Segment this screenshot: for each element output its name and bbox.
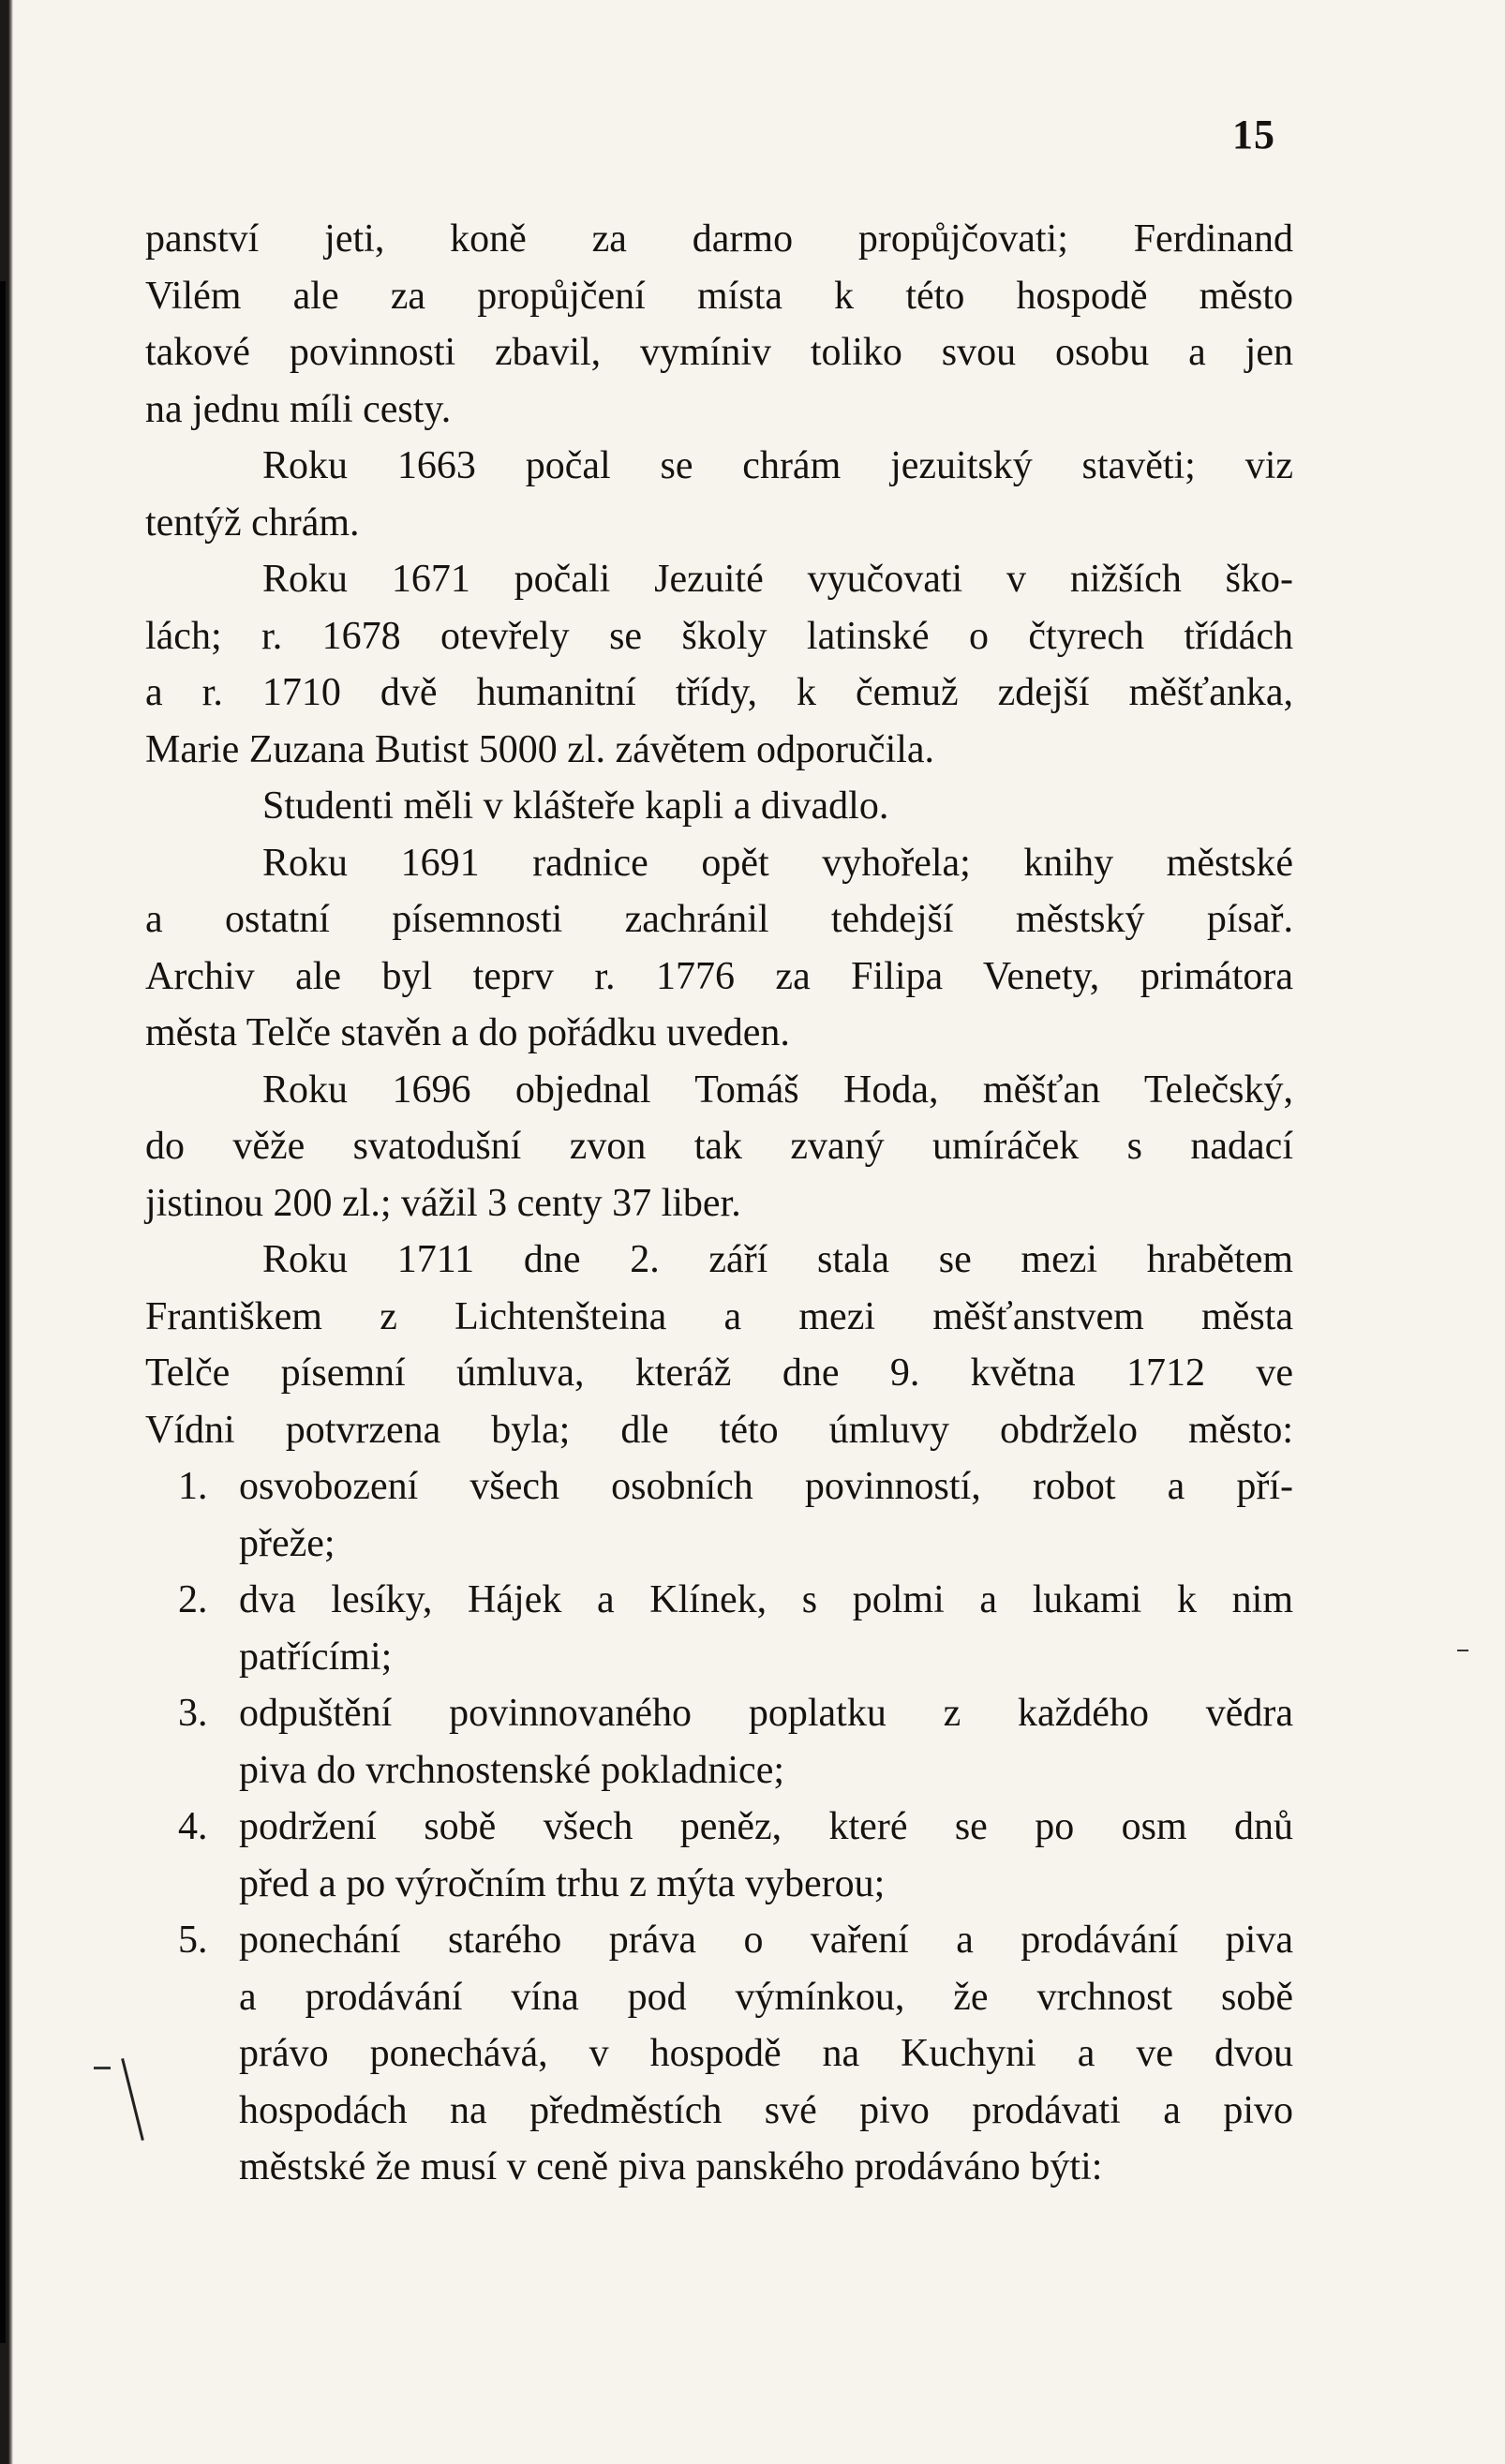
- text-line: Studenti měli v klášteře kapli a divadlo.: [262, 784, 889, 828]
- list-number: 4.: [178, 1805, 208, 1848]
- list-item-line: hospodách na předměstích své pivo prodávati a pivo: [239, 2088, 1293, 2132]
- list-number: 3.: [178, 1692, 208, 1735]
- text-line: panství jeti, koně za darmo propůjčovati; Ferdinand: [145, 217, 1293, 261]
- list-item-line: městské že musí v ceně piva panského prodáváno býti:: [239, 2145, 1103, 2188]
- text-line: tentýž chrám.: [145, 500, 360, 545]
- binding-shadow: [0, 281, 6, 2343]
- list-number: 1.: [178, 1465, 208, 1508]
- list-item-line: [145, 1912, 1293, 1969]
- text-line: na jednu míli cesty.: [145, 387, 452, 431]
- list-item-line: piva do vrchnostenské pokladnice;: [239, 1748, 785, 1792]
- text-line: Roku 1711 dne 2. září stala se mezi hrabětem: [262, 1238, 1293, 1281]
- text-line: do věže svatodušní zvon tak zvaný umíráček s nadací: [145, 1125, 1293, 1168]
- page-number: 15: [1232, 112, 1275, 157]
- text-line: a r. 1710 dvě humanitní třídy, k čemuž zdejší měšťanka,: [145, 671, 1293, 714]
- text-line: Roku 1696 objednal Tomáš Hoda, měšťan Telečský,: [262, 1068, 1293, 1112]
- text-line: Roku 1691 radnice opět vyhořela; knihy městské: [262, 841, 1293, 885]
- text-line: Vídni potvrzena byla; dle této úmluvy obdrželo město:: [145, 1408, 1293, 1452]
- text-line: Roku 1663 počal se chrám jezuitský stavěti; viz: [262, 444, 1293, 487]
- text-line: Marie Zuzana Butist 5000 zl. závětem odporučila.: [145, 727, 935, 771]
- text-line: jistinou 200 zl.; vážil 3 centy 37 liber.: [145, 1181, 741, 1225]
- list-item-line: [145, 1799, 1293, 1856]
- text-line: města Telče stavěn a do pořádku uveden.: [145, 1011, 790, 1054]
- text-line: a ostatní písemnosti zachránil tehdejší městský písař.: [145, 898, 1293, 941]
- text-line: Vilém ale za propůjčení místa k této hospodě město: [145, 274, 1293, 318]
- scan-mark: [94, 2067, 111, 2069]
- page-body: [145, 211, 1293, 2196]
- text-line: Františkem z Lichtenšteina a mezi měšťanstvem města: [145, 1294, 1293, 1338]
- list-item-line: [145, 1458, 1293, 1516]
- list-item-text: dva lesíky, Hájek a Klínek, s polmi a lukami k nim: [239, 1578, 1293, 1621]
- list-item-line: [145, 1685, 1293, 1742]
- list-item-line: [145, 1572, 1293, 1629]
- list-item-text: podržení sobě všech peněz, které se po osm dnů: [239, 1805, 1293, 1848]
- text-line: Archiv ale byl teprv r. 1776 za Filipa Venety, primátora: [145, 954, 1293, 998]
- scan-mark: [121, 2058, 144, 2141]
- text-line: Roku 1671 počali Jezuité vyučovati v nižších ško-: [262, 558, 1293, 601]
- list-item-line: přeže;: [239, 1521, 335, 1565]
- text-line: takové povinnosti zbavil, vymíniv toliko svou osobu a jen: [145, 331, 1293, 374]
- list-item-line: patřícími;: [239, 1635, 393, 1679]
- text-line: lách; r. 1678 otevřely se školy latinské o čtyrech třídách: [145, 614, 1293, 658]
- list-item-text: ponechání starého práva o vaření a prodávání piva: [239, 1919, 1293, 1962]
- scan-mark: [1457, 1650, 1468, 1651]
- list-item-line: a prodávání vína pod výmínkou, že vrchnost sobě: [239, 1975, 1293, 2019]
- list-item-text: odpuštění povinnovaného poplatku z každého vědra: [239, 1692, 1293, 1735]
- list-item-text: osvobození všech osobních povinností, robot a pří-: [239, 1465, 1293, 1508]
- text-line: Telče písemní úmluva, kteráž dne 9. května 1712 ve: [145, 1351, 1293, 1395]
- list-number: 2.: [178, 1578, 208, 1621]
- list-item-line: před a po výročním trhu z mýta vyberou;: [239, 1861, 886, 1905]
- list-number: 5.: [178, 1919, 208, 1962]
- list-item-line: právo ponechává, v hospodě na Kuchyni a ve dvou: [239, 2032, 1293, 2075]
